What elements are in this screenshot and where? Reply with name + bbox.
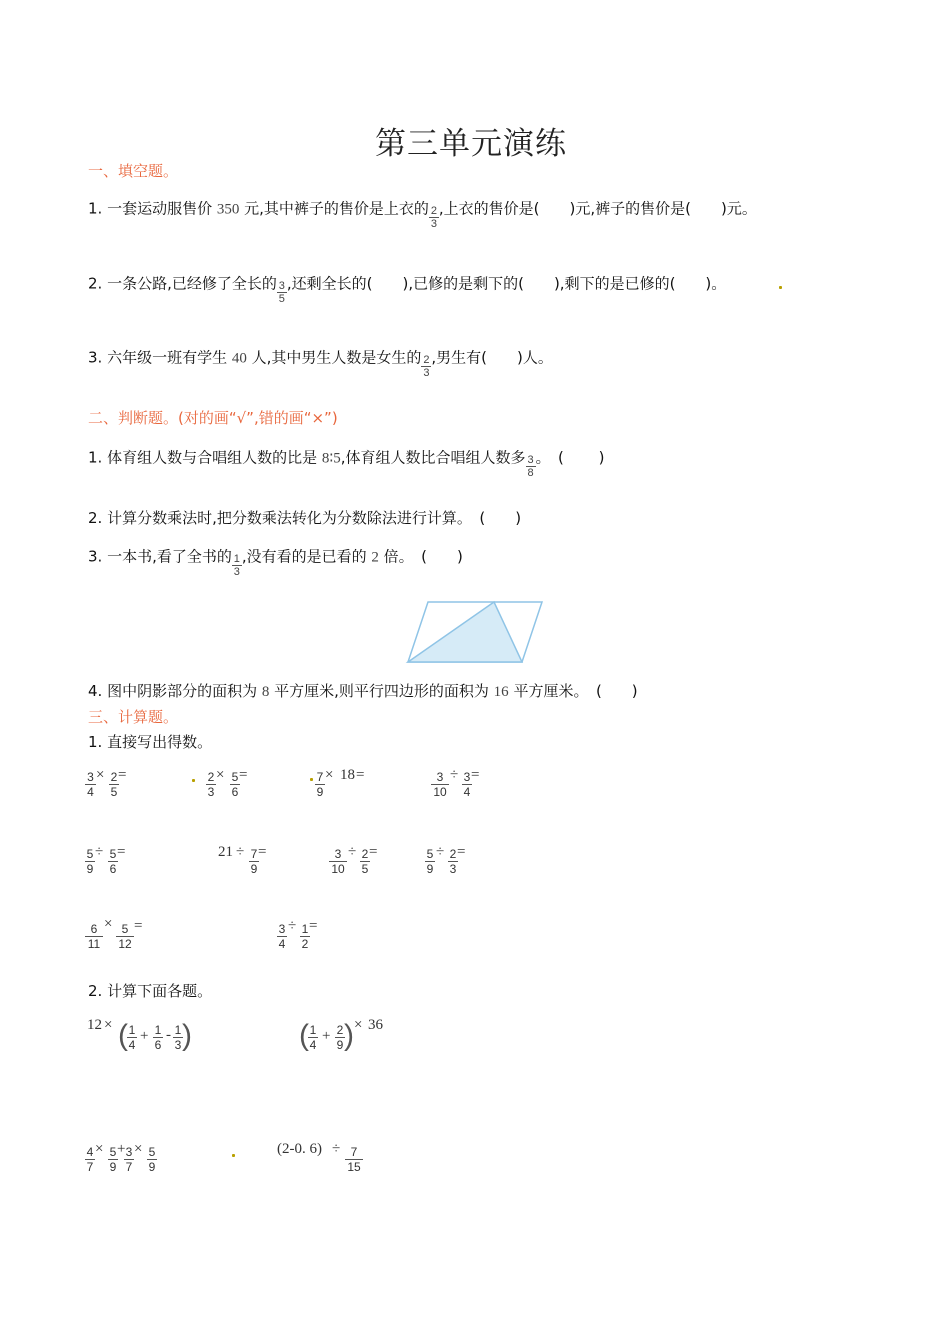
mark-dot: [232, 1154, 235, 1157]
numerator: 7: [350, 1145, 358, 1159]
numerator: 1: [233, 553, 240, 565]
question-text: ,没有看的是已看的: [241, 547, 372, 566]
numerator: 3: [278, 280, 285, 292]
denominator: 9: [86, 862, 94, 876]
number: 40: [231, 350, 247, 367]
numerator: 1: [301, 922, 309, 936]
divide-sign: ÷: [288, 918, 297, 934]
denominator: 3: [174, 1038, 182, 1052]
expression: (2-0. 6): [277, 1141, 322, 1157]
numerator: 3: [436, 770, 444, 784]
question-2-4: [88, 680, 638, 701]
numerator: 1: [154, 1023, 162, 1037]
denominator: 3: [207, 785, 215, 799]
equals-sign: =: [118, 767, 127, 783]
times-sign: ×: [325, 767, 334, 783]
fraction: [206, 771, 216, 799]
numerator: 5: [148, 1145, 156, 1159]
fraction: [147, 1146, 157, 1174]
denominator: 3: [233, 566, 240, 578]
denominator: 5: [278, 293, 285, 305]
question-text: 人,其中男生人数是女生的: [246, 348, 422, 367]
fraction: [308, 1024, 318, 1052]
question-text: 。 ( ): [535, 448, 605, 467]
fraction: [127, 1024, 137, 1052]
times-sign: ×: [104, 1017, 113, 1033]
equals-sign: =: [239, 767, 248, 783]
denominator: 9: [426, 862, 434, 876]
question-text: ,还剩全长的( ),已修的是剩下的( ),剩下的是已修的( )。: [286, 274, 727, 293]
price-value: 350: [216, 201, 240, 218]
denominator: 9: [109, 1160, 117, 1174]
times-sign: ×: [134, 1141, 143, 1157]
minus-sign: -: [166, 1027, 171, 1043]
denominator: 3: [423, 367, 430, 379]
fraction: [232, 554, 242, 578]
denominator: 4: [309, 1038, 317, 1052]
numerator: 5: [121, 922, 129, 936]
numerator: 2: [110, 770, 118, 784]
fraction: [85, 771, 96, 799]
denominator: 5: [361, 862, 369, 876]
mark-dot: [310, 778, 313, 781]
times-sign: ×: [354, 1017, 363, 1033]
fraction: [85, 848, 95, 876]
fraction: [425, 848, 435, 876]
question-text: 4. 图中阴影部分的面积为: [88, 682, 262, 700]
times-sign: ×: [104, 916, 113, 932]
question-text: ,上衣的售价是( )元,裤子的售价是( )元。: [438, 199, 757, 218]
denominator: 7: [125, 1160, 133, 1174]
section-heading-fill-blank: 一、填空题。: [88, 162, 179, 180]
numerator: 7: [250, 847, 258, 861]
plus-sign: +: [117, 1141, 126, 1157]
divide-sign: ÷: [236, 844, 245, 860]
numerator: 2: [361, 847, 369, 861]
fraction: [431, 771, 449, 799]
equals-sign: =: [356, 767, 365, 783]
numerator: 5: [109, 1145, 117, 1159]
number: 8: [261, 684, 270, 700]
fraction: [85, 923, 103, 951]
equals-sign: =: [134, 918, 143, 934]
section-heading-calculation: 三、计算题。: [88, 708, 179, 726]
number: 2: [371, 549, 379, 566]
fraction: [277, 923, 287, 951]
numerator: 7: [316, 770, 324, 784]
subheading-direct-answers: 1. 直接写出得数。: [88, 733, 213, 751]
question-text: 平方厘米。 ( ): [508, 682, 638, 700]
question-text: 2. 一条公路,已经修了全长的: [88, 274, 277, 293]
numerator: 5: [109, 847, 117, 861]
question-2-2: 2. 计算分数乘法时,把分数乘法转化为分数除法进行计算。 ( ): [88, 509, 522, 527]
denominator: 12: [116, 936, 134, 951]
numerator: 2: [207, 770, 215, 784]
denominator: 4: [463, 785, 471, 799]
denominator: 3: [449, 862, 457, 876]
denominator: 8: [527, 467, 534, 479]
parallelogram-figure: [400, 596, 550, 668]
equals-sign: =: [117, 844, 126, 860]
fraction: [124, 1146, 134, 1174]
numerator: 1: [174, 1023, 182, 1037]
question-1-1: [88, 197, 757, 230]
question-text: 元,其中裤子的售价是上衣的: [239, 199, 429, 218]
denominator: 4: [85, 784, 96, 799]
equals-sign: =: [309, 918, 318, 934]
numerator: 3: [125, 1145, 133, 1159]
page-title: 第三单元演练: [375, 126, 567, 162]
fraction: [526, 455, 536, 479]
ratio-value: 8∶5: [321, 450, 341, 467]
numerator: 5: [231, 770, 239, 784]
question-text: 平方厘米,则平行四边形的面积为: [269, 682, 494, 700]
divide-sign: ÷: [348, 844, 357, 860]
numerator: 3: [87, 770, 94, 784]
denominator: 10: [431, 784, 449, 799]
equals-sign: =: [457, 844, 466, 860]
fraction: [153, 1024, 163, 1052]
plus-sign: +: [140, 1028, 149, 1044]
mark-dot: [779, 286, 782, 289]
denominator: 2: [301, 937, 309, 951]
fraction: [116, 923, 134, 951]
numerator: 4: [86, 1145, 94, 1159]
denominator: 3: [430, 218, 437, 230]
question-text: 倍。 ( ): [378, 547, 463, 566]
number: 36: [368, 1017, 383, 1033]
numerator: 2: [449, 847, 457, 861]
fraction: [85, 1146, 95, 1174]
divide-sign: ÷: [332, 1141, 341, 1157]
denominator: 9: [148, 1160, 156, 1174]
numerator: 2: [423, 354, 430, 366]
denominator: 4: [278, 937, 286, 951]
plus-sign: +: [322, 1028, 331, 1044]
fraction: [315, 771, 325, 799]
fraction: [421, 355, 431, 379]
right-paren: ): [182, 1019, 192, 1052]
equals-sign: =: [258, 844, 267, 860]
number: 18: [340, 767, 355, 783]
denominator: 5: [110, 785, 118, 799]
denominator: 11: [85, 936, 103, 951]
number: 21: [218, 844, 233, 860]
subheading-calculate: 2. 计算下面各题。: [88, 982, 213, 1000]
equals-sign: =: [471, 767, 480, 783]
numerator: 3: [463, 770, 471, 784]
fraction: [429, 206, 439, 230]
divide-sign: ÷: [450, 767, 459, 783]
fraction: [345, 1146, 363, 1174]
denominator: 4: [128, 1038, 136, 1052]
question-1-2: [88, 272, 727, 305]
numerator: 6: [90, 922, 98, 936]
denominator: 6: [109, 862, 117, 876]
equals-sign: =: [369, 844, 378, 860]
question-text: 1. 体育组人数与合唱组人数的比是: [88, 448, 322, 467]
denominator: 9: [336, 1038, 344, 1052]
denominator: 9: [316, 785, 324, 799]
question-text: ,体育组人数比合唱组人数多: [340, 448, 526, 467]
numerator: 3: [278, 922, 286, 936]
question-text: 3. 一本书,看了全书的: [88, 547, 232, 566]
numerator: 1: [128, 1023, 136, 1037]
divide-sign: ÷: [436, 844, 445, 860]
numerator: 2: [336, 1023, 344, 1037]
numerator: 5: [86, 847, 94, 861]
question-2-1: [88, 446, 605, 479]
denominator: 10: [329, 861, 347, 876]
numerator: 5: [426, 847, 434, 861]
numerator: 2: [430, 205, 437, 217]
mark-dot: [192, 779, 195, 782]
fraction: [277, 281, 287, 305]
question-text: 3. 六年级一班有学生: [88, 348, 232, 367]
denominator: 6: [154, 1038, 162, 1052]
times-sign: ×: [96, 767, 105, 783]
left-paren: (: [299, 1019, 309, 1052]
denominator: 6: [231, 785, 239, 799]
denominator: 15: [345, 1159, 363, 1174]
numerator: 3: [527, 454, 534, 466]
denominator: 9: [250, 862, 258, 876]
numerator: 1: [309, 1023, 317, 1037]
divide-sign: ÷: [95, 844, 104, 860]
fraction: [329, 848, 347, 876]
numerator: 3: [334, 847, 342, 861]
question-text: ,男生有( )人。: [431, 348, 553, 367]
number: 16: [493, 684, 509, 700]
question-text: 1. 一套运动服售价: [88, 199, 217, 218]
section-heading-true-false: 二、判断题。(对的画“√”,错的画“×”): [88, 409, 338, 427]
question-2-3: [88, 545, 463, 578]
denominator: 7: [86, 1160, 94, 1174]
times-sign: ×: [216, 767, 225, 783]
left-paren: (: [118, 1019, 128, 1052]
number: 12: [87, 1017, 102, 1033]
question-1-3: [88, 346, 553, 379]
right-paren: ): [344, 1019, 354, 1052]
times-sign: ×: [95, 1141, 104, 1157]
